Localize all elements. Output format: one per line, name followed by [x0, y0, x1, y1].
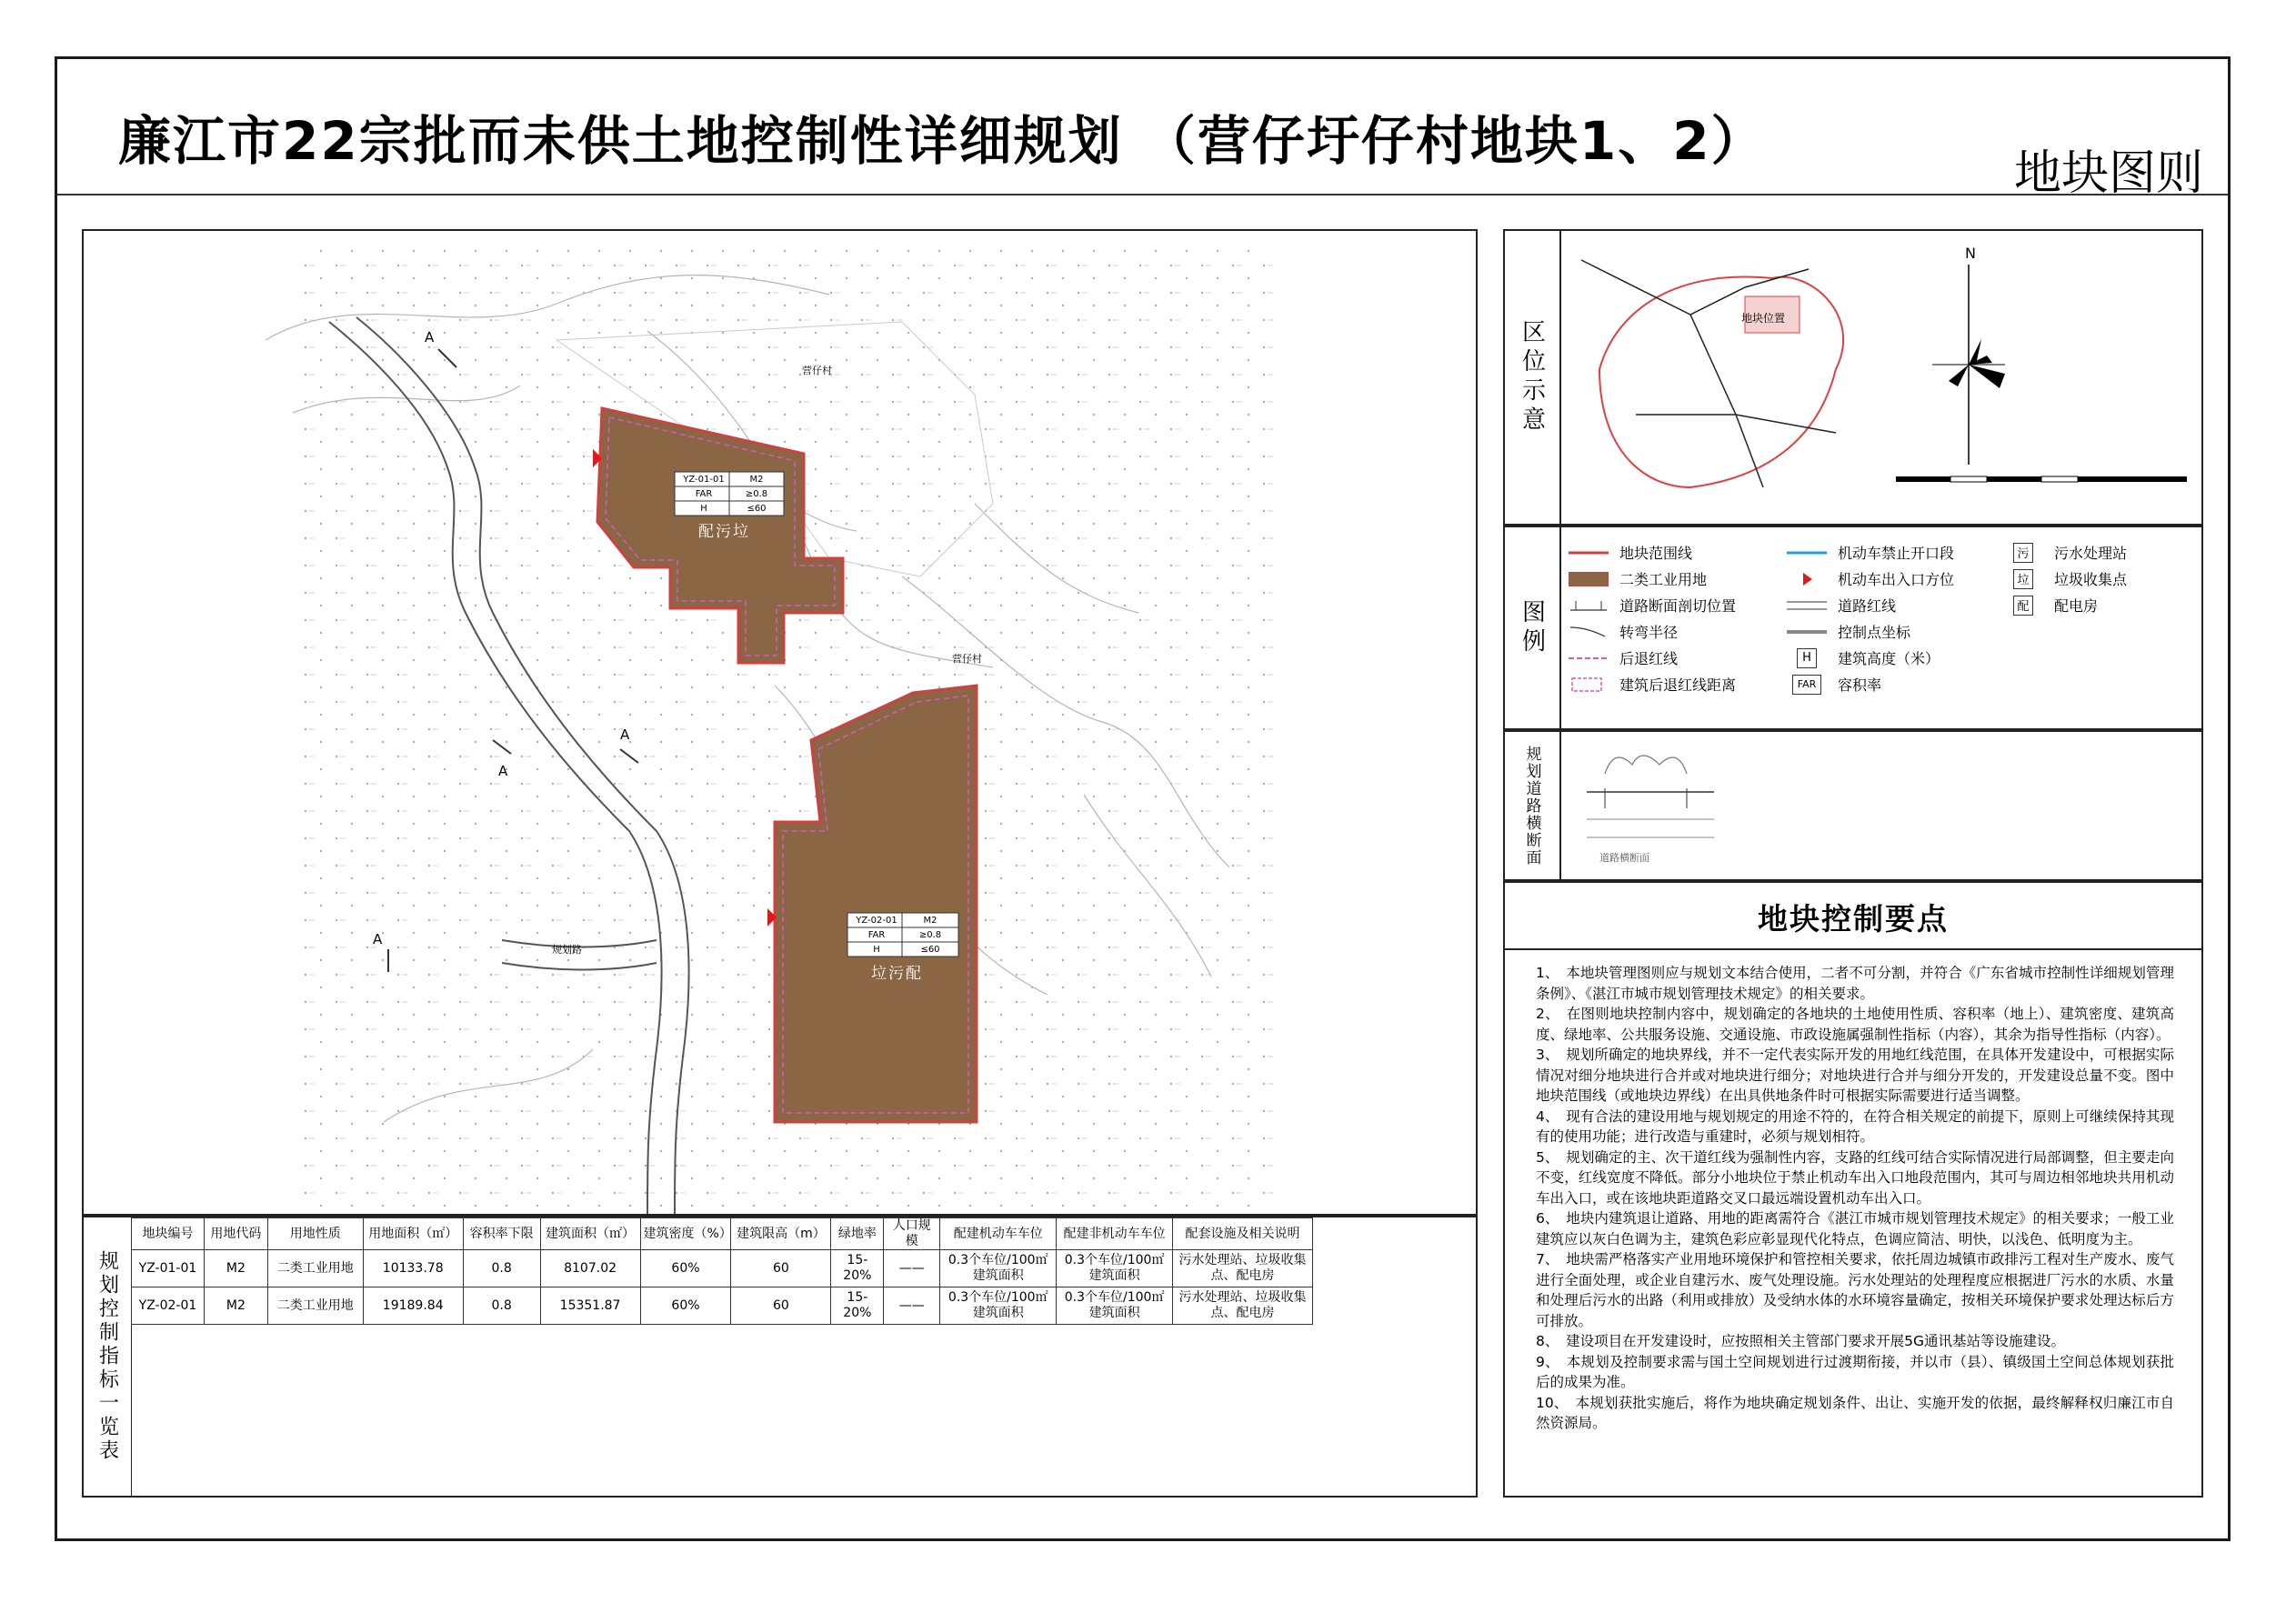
sewage-icon: 污	[2013, 543, 2033, 563]
legend-section-cut: 道路断面剖切位置	[1569, 595, 1736, 616]
control-index-table-panel	[82, 1216, 1478, 1498]
section-mark-a1: A	[425, 329, 435, 346]
note-item-2: 2、 在图则地块控制内容中，规划确定的各地块的土地使用性质、容积率（地上）、建筑密度、建筑高度、绿地率、公共服务设施、交通设施、市政设施属强制性指标（内容），其余为指导性指标（内容）。	[1536, 1006, 2174, 1043]
note-item-9: 9、 本规划及控制要求需与国土空间规划进行过渡期衔接，并以市（县）、镇级国土空间总体规划获批后的成果为准。	[1536, 1353, 2174, 1390]
col-header: 配套设施及相关说明	[1173, 1218, 1313, 1250]
pink-dash-icon	[1569, 650, 1609, 666]
substation-icon: 配	[2013, 596, 2033, 616]
turn-radius-icon	[1569, 624, 1609, 640]
place-label-road: 规划路	[552, 944, 582, 956]
cell-floor-area: 8107.02	[540, 1250, 640, 1287]
note-item-10: 10、 本规划获批实施后，将作为地块确定规划条件、出让、实施开发的依据，最终解释权归廉江市自然资源局。	[1536, 1394, 2174, 1431]
note-item-4: 4、 现有合法的建设用地与规划规定的用途不符的，在符合相关规定的前提下，原则上可继续保持其现有的使用功能；进行改造与重建时，必须与规划相符。	[1536, 1107, 2174, 1145]
cell-density: 60%	[640, 1250, 731, 1287]
title-divider	[57, 194, 2228, 195]
land-use-map[interactable]	[82, 229, 1478, 1216]
note-item-7: 7、 地块需严格落实产业用地环境保护和管控相关要求，依托周边城镇市政排污工程对生产废水、废气进行全面处理，或企业自建污水、废气处理设施。污水处理站的处理程度应根据进厂污水的水质、水量和处理后污水的出路（利用或排放）及受纳水体的水环境容量确定，按相关环境保护要求处理达标后方可排放。	[1536, 1251, 2174, 1329]
col-header: 建筑面积（㎡）	[540, 1218, 640, 1250]
section-mark-a3: A	[620, 726, 630, 743]
cell-area: 19189.84	[363, 1287, 463, 1325]
far-icon: FAR	[1792, 675, 1821, 695]
legend-panel-label: 图例	[1505, 527, 1561, 728]
note-item-5: 5、 规划确定的主、次干道红线为强制性内容，支路的红线可结合实际情况进行局部调整，但主要走向不变，红线宽度不降低。部分小地块位于禁止机动车出入口地段范围内，其可与周边相邻地块共用机动车出入口，或在该地块距道路交叉口最远端设置机动车出入口。	[1536, 1148, 2174, 1207]
legend-garbage: 垃 垃圾收集点	[2003, 568, 2127, 589]
parcel-2-facilities: 垃污配	[871, 965, 923, 983]
legend-control-coord: 控制点坐标	[1787, 621, 1910, 642]
col-header: 配建机动车车位	[940, 1218, 1057, 1250]
section-mark-a2: A	[498, 763, 508, 779]
col-header: 人口规模	[884, 1218, 940, 1250]
place-label-yingzai-2: 营仔村	[952, 653, 982, 665]
parcel-2-code: M2	[923, 916, 937, 926]
notes-divider	[1505, 948, 2201, 950]
cell-floor-area: 15351.87	[540, 1287, 640, 1325]
location-panel-label: 区位示意	[1505, 231, 1561, 524]
col-header: 配建非机动车车位	[1057, 1218, 1173, 1250]
section-cut-icon	[1569, 597, 1609, 614]
legend-far: FAR 容积率	[1787, 674, 1881, 695]
north-arrow-icon	[1932, 265, 2005, 465]
parcel-1-id: YZ-01-01	[683, 475, 725, 485]
cell-id: YZ-02-01	[132, 1287, 205, 1325]
table-header-row	[132, 1218, 1313, 1250]
cell-area: 10133.78	[363, 1250, 463, 1287]
setback-icon	[1569, 676, 1609, 693]
cell-car: 0.3个车位/100㎡建筑面积	[940, 1250, 1057, 1287]
col-header: 建筑密度（%）	[640, 1218, 731, 1250]
sheet-type-label: 地块图则	[2014, 146, 2204, 201]
cell-id: YZ-01-01	[132, 1250, 205, 1287]
section-panel-label: 规划道路横断面	[1505, 732, 1561, 879]
legend-sewage: 污 污水处理站	[2003, 542, 2127, 563]
notes-body	[1536, 963, 2174, 1434]
parcel-2-h-label: H	[873, 945, 880, 955]
legend-industrial-land: 二类工业用地	[1569, 568, 1707, 589]
col-header: 绿地率	[831, 1218, 884, 1250]
cell-height: 60	[731, 1250, 831, 1287]
double-line-icon	[1787, 597, 1827, 614]
parcel-1-h-label: H	[700, 504, 707, 514]
legend-setback-distance: 建筑后退红线距离	[1569, 674, 1736, 695]
parcel-2-far-label: FAR	[867, 930, 886, 940]
cell-green: 15-20%	[831, 1250, 884, 1287]
parcel-1-code: M2	[749, 475, 764, 485]
legend-building-height: H 建筑高度（米）	[1787, 647, 1940, 668]
site-location-label: 地块位置	[1741, 312, 1786, 325]
cell-far: 0.8	[463, 1287, 540, 1325]
parcel-2-id: YZ-02-01	[856, 916, 897, 926]
note-item-6: 6、 地块内建筑退让道路、用地的距离需符合《湛江市城市规划管理技术规定》的相关要求；一般工业建筑应以灰白色调为主，建筑色彩应彰显现代化特点，色调应简洁、明快，以浅色、低明度为主。	[1536, 1210, 2174, 1247]
red-line-icon	[1569, 545, 1609, 561]
blue-line-icon	[1787, 545, 1827, 561]
height-h-icon: H	[1797, 648, 1817, 668]
location-map	[1563, 233, 2200, 524]
legend-turn-radius: 转弯半径	[1569, 621, 1678, 642]
brown-fill-icon	[1569, 571, 1609, 587]
cell-use: 二类工业用地	[267, 1250, 363, 1287]
legend-road-red-line: 道路红线	[1787, 595, 1896, 616]
legend-setback-line: 后退红线	[1569, 647, 1678, 668]
note-item-8: 8、 建设项目在开发建设时，应按照相关主管部门要求开展5G通讯基站等设施建设。	[1536, 1333, 2065, 1349]
coord-icon	[1787, 624, 1827, 640]
col-header: 建筑限高（m）	[731, 1218, 831, 1250]
cell-car: 0.3个车位/100㎡建筑面积	[940, 1287, 1057, 1325]
table-row	[132, 1287, 1313, 1325]
road-section-panel	[1503, 730, 2203, 881]
legend-panel	[1503, 526, 2203, 730]
legend-boundary-line: 地块范围线	[1569, 542, 1692, 563]
cell-density: 60%	[640, 1287, 731, 1325]
red-triangle-icon	[1787, 571, 1827, 587]
cell-height: 60	[731, 1287, 831, 1325]
cell-use: 二类工业用地	[267, 1287, 363, 1325]
legend-entrance: 机动车出入口方位	[1787, 568, 1954, 589]
parcel-1-far: ≥0.8	[745, 489, 768, 499]
page-title: 廉江市22宗批而未供土地控制性详细规划 （营仔圩仔村地块1、2）	[118, 110, 1766, 172]
section-mark-a4: A	[373, 931, 383, 947]
legend-no-opening: 机动车禁止开口段	[1787, 542, 1954, 563]
cell-code: M2	[204, 1287, 267, 1325]
cell-pop: ——	[884, 1250, 940, 1287]
north-label: N	[1965, 245, 1976, 262]
parcel-2-far: ≥0.8	[918, 930, 942, 940]
col-header: 地块编号	[132, 1218, 205, 1250]
note-item-3: 3、 规划所确定的地块界线，并不一定代表实际开发的用地红线范围，在具体开发建设中，可根据实际情况对细分地块进行合并或对地块进行细分；对地块进行合并与细分开发的，开发建设总量不变。图中地块范围线（或地块边界线）在出具供地条件时可根据实际需要进行适当调整。	[1536, 1047, 2174, 1104]
cell-bike: 0.3个车位/100㎡建筑面积	[1057, 1287, 1173, 1325]
map-canvas	[84, 231, 1478, 1216]
notes-title: 地块控制要点	[1758, 901, 1949, 937]
garbage-icon: 垃	[2013, 569, 2033, 589]
cell-facility: 污水处理站、垃圾收集点、配电房	[1173, 1287, 1313, 1325]
parcel-1-facilities: 配污垃	[698, 523, 750, 541]
location-panel	[1503, 229, 2203, 526]
parcel-1-h: ≤60	[747, 504, 767, 514]
cell-bike: 0.3个车位/100㎡建筑面积	[1057, 1250, 1173, 1287]
table-panel-label: 规划控制指标一览表	[84, 1217, 132, 1496]
col-header: 用地面积（㎡）	[363, 1218, 463, 1250]
scale-bar	[1896, 476, 2187, 482]
col-header: 容积率下限	[463, 1218, 540, 1250]
cell-green: 15-20%	[831, 1287, 884, 1325]
place-label-yingzai-1: 营仔村	[802, 365, 832, 376]
col-header: 用地性质	[267, 1218, 363, 1250]
control-index-table	[131, 1217, 1313, 1325]
cell-pop: ——	[884, 1287, 940, 1325]
cell-far: 0.8	[463, 1250, 540, 1287]
cell-facility: 污水处理站、垃圾收集点、配电房	[1173, 1250, 1313, 1287]
section-caption: 道路横断面	[1599, 852, 1649, 864]
cell-code: M2	[204, 1250, 267, 1287]
parcel-1-far-label: FAR	[695, 489, 713, 499]
legend-substation: 配 配电房	[2003, 595, 2098, 616]
note-item-1: 1、 本地块管理图则应与规划文本结合使用，二者不可分割，并符合《广东省城市控制性详细规划管理条例》、《湛江市城市规划管理技术规定》的相关要求。	[1536, 965, 2174, 1002]
table-row	[132, 1250, 1313, 1287]
parcel-2-h: ≤60	[920, 945, 940, 955]
control-notes-panel	[1503, 881, 2203, 1498]
col-header: 用地代码	[204, 1218, 267, 1250]
